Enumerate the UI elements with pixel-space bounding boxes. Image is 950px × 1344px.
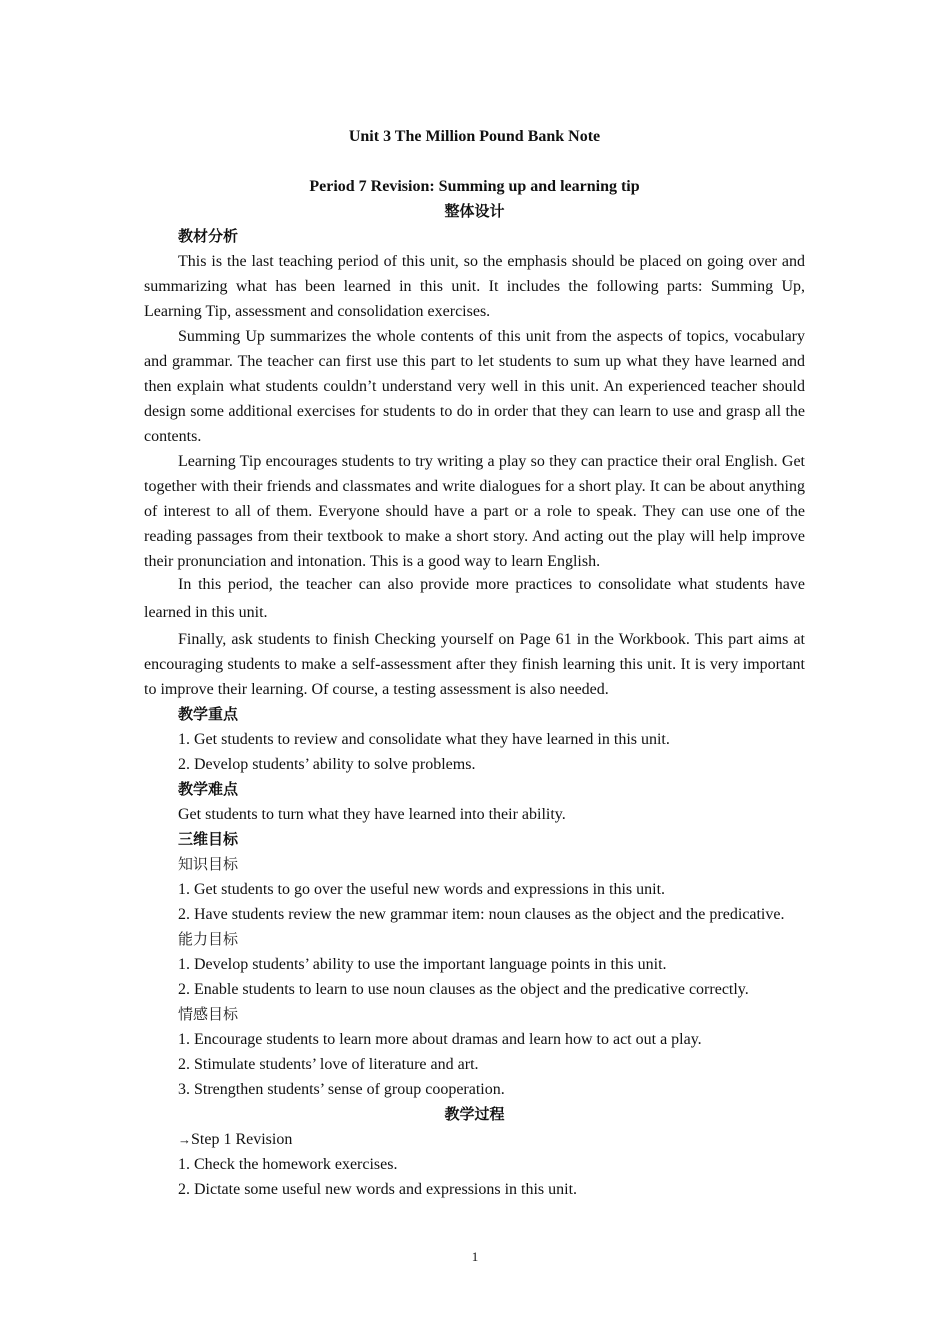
step-heading xyxy=(144,1127,805,1152)
key-point-item: 1. Get students to review and consolidate what they have learned in this unit. xyxy=(178,731,670,748)
knowledge-objective-item: 2. Have students review the new grammar item: noun clauses as the object and the predicative. xyxy=(178,906,785,923)
period-title: Period 7 Revision: Summing up and learning tip xyxy=(309,178,640,195)
key-points-heading: 教学重点 xyxy=(178,705,239,723)
analysis-paragraph: Summing Up summarizes the whole contents of this unit from the aspects of topics, vocabulary and grammar. The teacher can first use this part to let students to sum up what they have learned and then explain what students couldn’t understand very well in this unit. An experienced teacher should design some additional exercises for students to do in order that they can learn to use and grasp all the contents. xyxy=(144,328,805,445)
arrow-icon: → xyxy=(178,1132,191,1147)
step-item: 1. Check the homework exercises. xyxy=(178,1156,398,1173)
step-label: Step 1 Revision xyxy=(191,1131,293,1148)
ability-objective-item: 1. Develop students’ ability to use the important language points in this unit. xyxy=(178,956,667,973)
ability-objective-item: 2. Enable students to learn to use noun clauses as the object and the predicative correctly. xyxy=(178,981,749,998)
material-analysis-heading: 教材分析 xyxy=(178,227,239,245)
overall-design-heading: 整体设计 xyxy=(444,202,505,220)
knowledge-objective-item: 1. Get students to go over the useful new words and expressions in this unit. xyxy=(178,881,666,898)
emotion-objective-item: 1. Encourage students to learn more about dramas and learn how to act out a play. xyxy=(178,1031,702,1048)
key-point-item: 2. Develop students’ ability to solve problems. xyxy=(178,756,476,773)
knowledge-objectives-heading: 知识目标 xyxy=(178,855,239,873)
objectives-heading: 三维目标 xyxy=(178,830,239,848)
analysis-paragraph: This is the last teaching period of this unit, so the emphasis should be placed on going over and summarizing what has been learned in this unit. It includes the following parts: Summing Up, Learning Tip, assessment and consolidation exercises. xyxy=(144,253,805,320)
unit-title: Unit 3 The Million Pound Bank Note xyxy=(348,128,601,145)
document-body xyxy=(144,124,805,1202)
teaching-process-heading: 教学过程 xyxy=(444,1105,505,1123)
emotion-objectives-heading: 情感目标 xyxy=(178,1005,239,1023)
analysis-paragraph: Learning Tip encourages students to try writing a play so they can practice their oral English. Get together with their friends and classmates and write dialogues for a short play. It can be about anything of interest to all of them. Everyone should have a part or a role to speak. They can use one of the reading passages from their textbook to make a short story. And acting out the play will help improve their pronunciation and intonation. This is a good way to learn English. xyxy=(144,453,805,570)
analysis-paragraph: Finally, ask students to finish Checking yourself on Page 61 in the Workbook. This part aims at encouraging students to make a self-assessment after they finish learning this unit. It is very important to improve their learning. Of course, a testing assessment is also needed. xyxy=(144,631,805,698)
emotion-objective-item: 3. Strengthen students’ sense of group cooperation. xyxy=(178,1081,505,1098)
ability-objectives-heading: 能力目标 xyxy=(178,930,239,948)
analysis-paragraph: In this period, the teacher can also provide more practices to consolidate what students have learned in this unit. xyxy=(144,576,805,621)
difficulty-text: Get students to turn what they have learned into their ability. xyxy=(178,806,566,823)
step-item: 2. Dictate some useful new words and expressions in this unit. xyxy=(178,1181,578,1198)
emotion-objective-item: 2. Stimulate students’ love of literature and art. xyxy=(178,1056,479,1073)
page-number: 1 xyxy=(471,1249,479,1264)
difficulties-heading: 教学难点 xyxy=(178,780,239,798)
